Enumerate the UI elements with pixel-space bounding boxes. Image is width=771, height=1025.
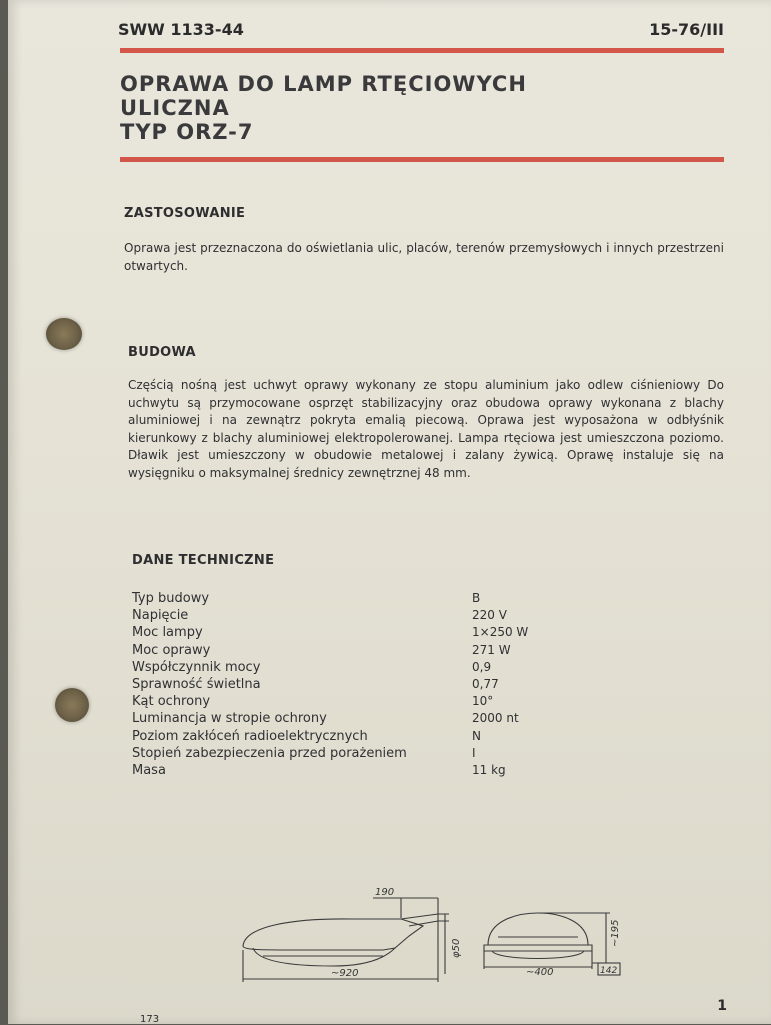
dim-line-top xyxy=(373,898,438,978)
dim-line-height xyxy=(438,914,449,974)
dim-label-width: ~400 xyxy=(526,967,554,978)
top-rule xyxy=(120,48,724,53)
heading-zastosowanie: ZASTOSOWANIE xyxy=(124,206,246,221)
text-budowa: Częścią nośną jest uchwyt oprawy wykonany ze stopu aluminium jako odlew ciśnieniowy Do uchwytu są przymocowane osprzęt stabilizacyjny oraz obudowa oprawy wykonana z blachy aluminiowej i na zewnątrz pokryta emalią piecową. Oprawa jest wyposażona w odbłyśnik kierunkowy z blachy aluminiowej elektropolerowanej. Lampa rtęciowa jest umieszczona poziomo. Dławik jest umieszczony w obudowie metalowej i zalany żywicą. Oprawę instaluje się na wysięgniku o maksymalnej średnicy zewnętrznej 48 mm. xyxy=(128,378,724,480)
footer-number: 173 xyxy=(140,1014,160,1025)
dim-label-front-height: ~195 xyxy=(610,919,621,947)
title-rule xyxy=(120,157,724,162)
document-page: SWW 1133-44 15-76/III OPRAWA DO LAMP RTĘCIOWYCH ULICZNA TYP ORZ-7 ZASTOSOWANIE Oprawa jest przeznaczona do oświetlania ulic, placów, terenów przemysłowych i innych przestrzeni otwartych. BUDOWA Częścią nośną jest uchwyt oprawy wykonany ze stopu aluminium jako odlew ciśnieniowy Do uchwytu są przymocowane osprzęt stabilizacyjny oraz obudowa oprawy wykonana z blachy aluminiowej i na zewnątrz pokryta emalią piecową. Oprawa jest wyposażona w odbłyśnik kierunkowy z blachy aluminiowej elektropolerowanej. Lampa rtęciowa jest umieszczona poziomo. Dławik jest umieszczony w obudowie metalowej i zalany żywicą. Oprawę instaluje się na wysięgniku o maksymalnej średnicy zewnętrznej 48 mm. DANE TECHNICZNE Typ budowy B Napięcie 220 V Moc lampy 1×250 W Moc oprawy 271 W Współczynnik mocy 0,9 Sprawność świetlna 0,77 Kąt ochrony 10° Luminancja w stropie ochrony 2000 nt Poziom zakłóceń radioelektrycznych N Stopień zabezpieczenia przed porażeniem I Masa 11 kg 190 φ50 ~920 ~400 ~195 142 1 173 xyxy=(8,0,771,1024)
lamp-housing-outline xyxy=(243,919,423,950)
punch-hole-bottom xyxy=(55,688,89,722)
catalog-ref: 15-76/III xyxy=(649,20,724,39)
lamp-front-view-drawing xyxy=(478,905,628,980)
punch-hole-top xyxy=(46,318,82,350)
front-glass-outline xyxy=(492,951,584,959)
dim-label-height: φ50 xyxy=(451,938,462,958)
text-zastosowanie: Oprawa jest przeznaczona do oświetlania ulic, placów, terenów przemysłowych i innych przestrzeni otwartych. xyxy=(124,241,724,273)
front-rim-outline xyxy=(484,945,592,951)
lamp-side-view-drawing xyxy=(233,878,463,988)
mount-bracket xyxy=(401,914,438,926)
dim-label-base: 142 xyxy=(600,966,618,976)
page-title xyxy=(120,72,527,144)
title-line-1: OPRAWA DO LAMP RTĘCIOWYCH xyxy=(120,72,527,96)
title-line-3: TYP ORZ-7 xyxy=(120,120,254,144)
dim-label-top: 190 xyxy=(375,887,395,898)
heading-budowa: BUDOWA xyxy=(128,345,196,360)
front-housing-outline xyxy=(488,913,588,945)
page-number: 1 xyxy=(717,998,727,1014)
lamp-reflector-outline xyxy=(253,948,395,966)
heading-dane-techniczne: DANE TECHNICZNE xyxy=(132,553,275,568)
catalog-code: SWW 1133-44 xyxy=(118,20,244,39)
title-line-2: ULICZNA xyxy=(120,96,230,120)
dim-label-length: ~920 xyxy=(331,968,359,979)
